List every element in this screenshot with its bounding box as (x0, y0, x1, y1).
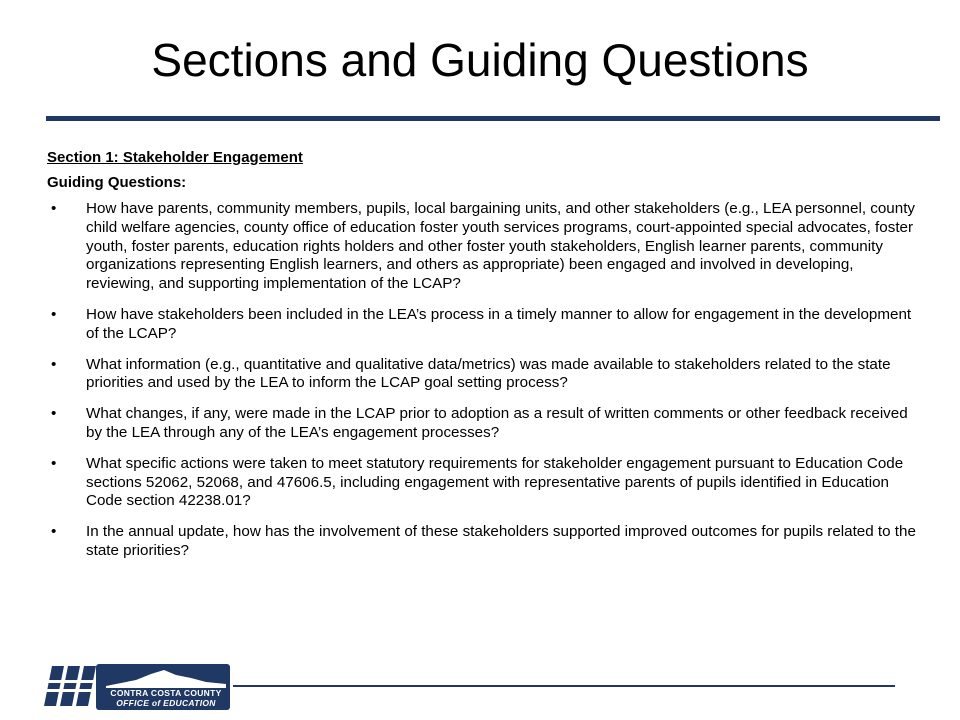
question-text: In the annual update, how has the involvement of these stakeholders supported improved outcomes for pupils related to the state priorities? (86, 523, 916, 559)
logo-text-office: OFFICE of EDUCATION (116, 698, 216, 708)
guiding-questions-list (47, 200, 917, 561)
question-text: What information (e.g., quantitative and qualitative data/metrics) was made available to stakeholders related to the state priorities and used by the LEA to inform the LCAP goal setting process? (86, 355, 891, 392)
slide-title: Sections and Guiding Questions (151, 34, 809, 86)
question-text: How have parents, community members, pupils, local bargaining units, and other stakeholders (e.g., LEA personnel, county child welfare agencies, county office of education foster youth services programs, court-appointed special advocates, foster youth, foster parents, education rights holders and other foster youth stakeholders, English learner parents, community organizations representing English learners, and others as appropriate) been engaged and involved in developing, reviewing, and supporting implementation of the LCAP? (86, 200, 916, 293)
logo-text-county: CONTRA COSTA COUNTY (110, 688, 222, 698)
list-item (47, 306, 917, 344)
list-item (47, 455, 917, 511)
bullet-icon: • (51, 200, 57, 217)
bullet-icon: • (51, 454, 57, 472)
mountain-icon (106, 668, 226, 688)
guiding-questions-label: Guiding Questions: (47, 174, 187, 191)
ccoe-logo (96, 664, 230, 710)
title-divider (46, 116, 940, 121)
list-item (47, 356, 917, 394)
question-text: What specific actions were taken to meet statutory requirements for stakeholder engagement pursuant to Education Code sections 52062, 52068, and 47606.5, including engagement with representative parents of pupils identified in Education Code section 42238.01? (86, 454, 904, 510)
slide-content (47, 148, 917, 573)
list-item (47, 523, 917, 561)
section-heading: Section 1: Stakeholder Engagement (47, 149, 303, 166)
question-text: How have stakeholders been included in the LEA’s process in a timely manner to allow for engagement in the development of the LCAP? (86, 305, 912, 342)
question-text: What changes, if any, were made in the LCAP prior to adoption as a result of written comments or other feedback received by the LEA through any of the LEA’s engagement processes? (86, 405, 908, 441)
bullet-icon: • (51, 523, 57, 541)
bullet-icon: • (51, 405, 57, 423)
bullet-icon: • (51, 355, 57, 373)
list-item (47, 405, 917, 443)
footer-divider (233, 685, 895, 687)
bullet-icon: • (51, 305, 57, 323)
list-item (47, 200, 917, 294)
footer (38, 660, 898, 712)
